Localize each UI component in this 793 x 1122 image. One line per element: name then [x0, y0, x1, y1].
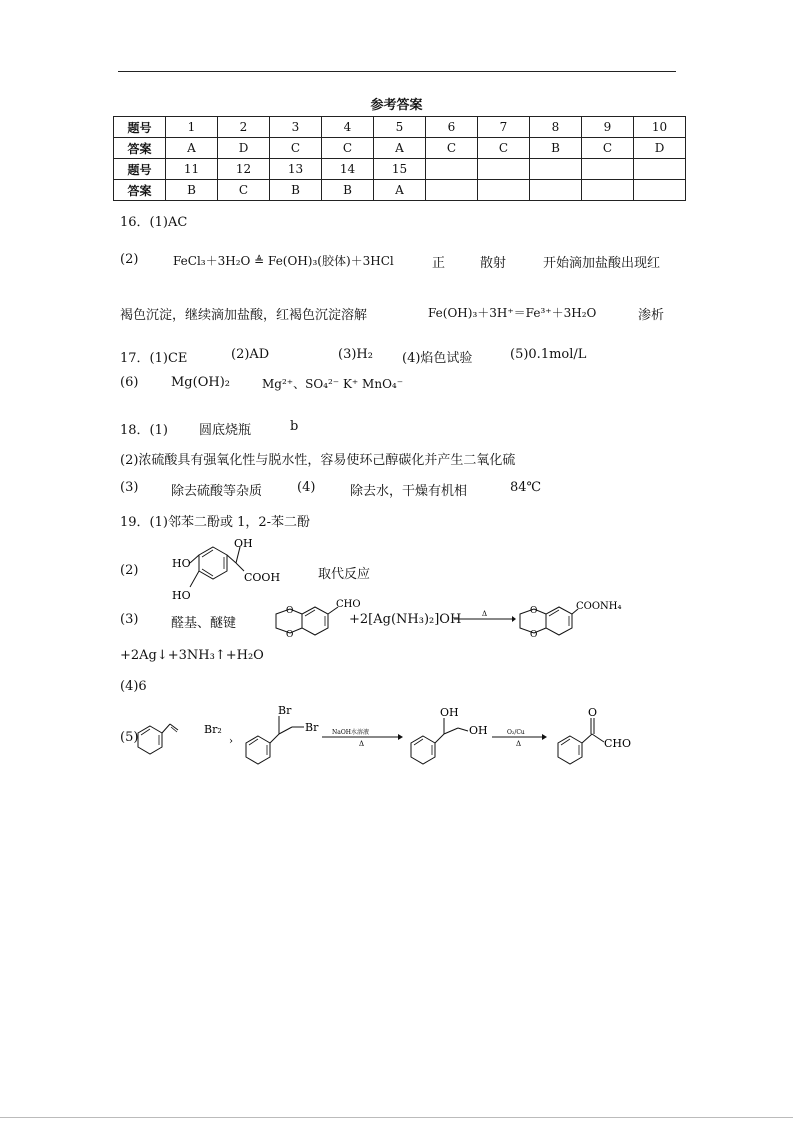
q18-part3-label: (3) [120, 480, 139, 495]
q18-part4-temp: 84℃ [510, 480, 542, 495]
table-row [114, 138, 686, 159]
reaction-arrow [492, 729, 547, 748]
structure-diol [411, 706, 488, 764]
page-title: 参考答案 [370, 98, 423, 113]
q17-part6-ions: Mg²⁺、SO₄²⁻ K⁺ MnO₄⁻ [262, 377, 404, 391]
label-o: O [286, 606, 294, 616]
q19-part2-answer: 取代反应 [318, 567, 371, 582]
arrow-condition-naoh: NaOH水溶液 [332, 729, 369, 736]
table-head: 题号 [114, 159, 166, 180]
label-cooh: COOH [244, 571, 281, 584]
label-o: O [530, 606, 538, 616]
q16-equation1: FeCl₃＋3H₂O ≜ Fe(OH)₃(胶体)＋3HCl [173, 254, 394, 268]
table-cell: 4 [322, 117, 374, 138]
q17-part3: (3)H₂ [338, 347, 373, 362]
answer-table [113, 116, 686, 201]
q17-part6-a: Mg(OH)₂ [171, 375, 230, 390]
label-o: O [530, 630, 538, 640]
q16-equation2: Fe(OH)₃＋3H⁺＝Fe³⁺＋3H₂O [428, 306, 597, 320]
table-cell: B [530, 138, 582, 159]
header-rule [118, 71, 676, 72]
q19-part2-label: (2) [120, 563, 139, 578]
table-cell: D [634, 138, 686, 159]
q17-part2: (2)AD [231, 347, 270, 362]
structure-phenylglyoxal [558, 706, 631, 764]
table-cell: 11 [166, 159, 218, 180]
structure-benzodioxane-aldehyde [270, 595, 361, 640]
q17-part6-label: (6) [120, 375, 139, 390]
label-o: O [286, 630, 294, 640]
table-cell [478, 159, 530, 180]
table-cell: D [218, 138, 270, 159]
q16-answer-c: 开始滴加盐酸出现红 [543, 256, 661, 271]
table-cell: B [166, 180, 218, 201]
reagent-br2: Br₂ [204, 723, 222, 736]
q18-part1-b: b [290, 419, 299, 434]
table-cell: 9 [582, 117, 634, 138]
table-cell [426, 180, 478, 201]
table-cell: C [582, 138, 634, 159]
table-cell [582, 159, 634, 180]
q18-part2: (2)浓硫酸具有强氧化性与脱水性，容易使环己醇碳化并产生二氧化硫 [120, 453, 516, 468]
table-row [114, 117, 686, 138]
q16-part1: 16．(1)AC [120, 215, 188, 230]
label-oh: OH [234, 537, 253, 550]
table-cell: 13 [270, 159, 322, 180]
table-cell: 7 [478, 117, 530, 138]
table-cell: A [374, 180, 426, 201]
table-cell [634, 180, 686, 201]
q18-part3: 除去硫酸等杂质 [171, 484, 263, 499]
label-oh: OH [469, 724, 488, 737]
arrow-head: › [229, 736, 233, 747]
q17-part5: (5)0.1mol/L [510, 347, 587, 362]
q16-answer-b: 散射 [480, 256, 507, 271]
q17-part4: (4)焰色试验 [402, 351, 473, 366]
synthesis-route [136, 700, 656, 770]
label-oh: OH [440, 706, 459, 719]
table-cell: A [374, 138, 426, 159]
table-cell: C [270, 138, 322, 159]
table-cell: B [322, 180, 374, 201]
q19-part5-label: (5) [120, 730, 139, 745]
q19-part1: 19．(1)邻苯二酚或 1，2-苯二酚 [120, 515, 311, 530]
q18-part4: 除去水，干燥有机相 [350, 484, 468, 499]
q16-continuation: 褐色沉淀，继续滴加盐酸，红褐色沉淀溶解 [120, 308, 368, 323]
footer-rule [0, 1117, 793, 1118]
label-br: Br [305, 721, 319, 734]
q19-part4: (4)6 [120, 679, 147, 694]
table-row [114, 180, 686, 201]
table-cell: C [322, 138, 374, 159]
table-cell [426, 159, 478, 180]
q19-part3-label: (3) [120, 612, 139, 627]
table-cell: C [426, 138, 478, 159]
reaction-arrow [322, 728, 403, 748]
structure-benzodioxane-carboxylate [514, 595, 624, 640]
table-cell: 8 [530, 117, 582, 138]
q16-answer-a: 正 [432, 256, 446, 271]
q18-part1-label: 18．(1) [120, 423, 168, 438]
q19-part3-answer: 醛基、醚键 [171, 616, 237, 631]
label-ho: HO [172, 557, 191, 570]
arrow-condition-heat: Δ [516, 740, 522, 748]
table-cell: 3 [270, 117, 322, 138]
table-cell: 5 [374, 117, 426, 138]
label-cho: CHO [604, 737, 632, 750]
label-cho: CHO [336, 599, 361, 610]
structure-dibromide [246, 704, 319, 764]
arrow-condition-heat: Δ [359, 740, 365, 748]
label-o: O [588, 706, 598, 719]
table-head: 题号 [114, 117, 166, 138]
table-cell: 10 [634, 117, 686, 138]
table-cell: 14 [322, 159, 374, 180]
q19-part3-reagent: +2[Ag(NH₃)₂]OH [349, 612, 462, 627]
table-cell [530, 180, 582, 201]
reaction-arrow [454, 610, 516, 624]
q18-part4-label: (4) [297, 480, 316, 495]
table-cell [582, 180, 634, 201]
structure-styrene [138, 724, 178, 754]
table-cell [530, 159, 582, 180]
table-head: 答案 [114, 138, 166, 159]
table-cell: 12 [218, 159, 270, 180]
table-head: 答案 [114, 180, 166, 201]
table-cell: 15 [374, 159, 426, 180]
table-row [114, 159, 686, 180]
table-cell: C [218, 180, 270, 201]
arrow-condition-o2: O₂/Cu [507, 729, 525, 736]
label-br: Br [278, 704, 292, 717]
table-cell: 6 [426, 117, 478, 138]
q16-answer-d: 渗析 [638, 308, 665, 323]
label-coonh4: COONH₄ [576, 601, 622, 612]
table-cell: C [478, 138, 530, 159]
table-cell: 1 [166, 117, 218, 138]
table-cell [634, 159, 686, 180]
table-cell: B [270, 180, 322, 201]
label-ho: HO [172, 589, 191, 602]
table-cell: A [166, 138, 218, 159]
table-cell: 2 [218, 117, 270, 138]
table-cell [478, 180, 530, 201]
q17-part1: 17．(1)CE [120, 351, 188, 366]
arrow-condition: Δ [482, 610, 488, 618]
q18-part1-a: 圆底烧瓶 [199, 423, 252, 438]
q16-part2-label: (2) [120, 252, 139, 267]
q19-part3-tail: +2Ag↓+3NH₃↑+H₂O [120, 648, 264, 663]
